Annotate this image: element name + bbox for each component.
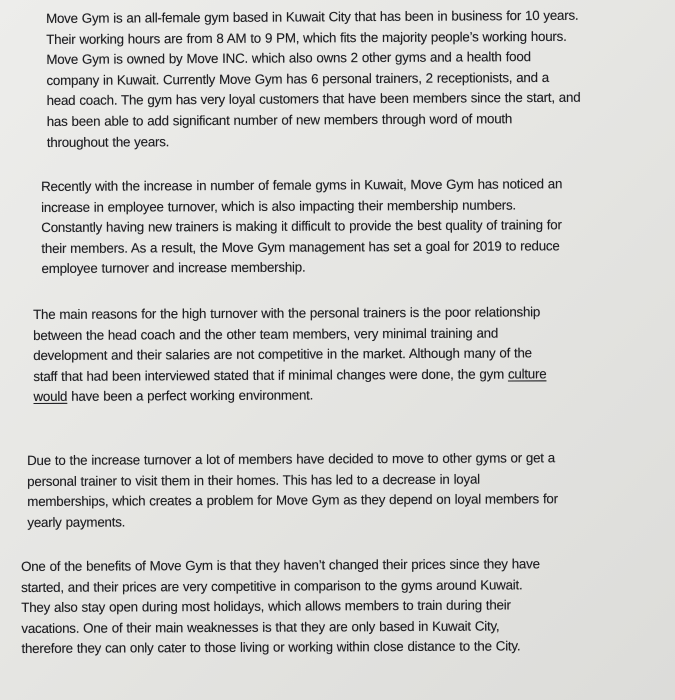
text-line: One of the benefits of Move Gym is that they haven’t changed their prices since they have [21, 556, 540, 574]
text-line: vacations. One of their main weaknesses is that they are only based in Kuwait City, [21, 618, 500, 636]
text-line: throughout the years. [46, 133, 170, 150]
text-line [33, 385, 546, 408]
text-line: Their working hours are from 8 AM to 9 PM, which fits the majority people’s working hours. [46, 28, 567, 47]
text-line: their members. As a result, the Move Gym management has set a goal for 2019 to reduce [41, 238, 560, 256]
text-line: therefore they can only cater to those living or working within close distance to the City. [21, 638, 521, 657]
text-line: employee turnover and increase membership. [41, 259, 306, 277]
text-line: Due to the increase turnover a lot of members have decided to move to other gyms or get a [27, 450, 555, 468]
text-line: head coach. The gym has very loyal customers that have been members since the start, and [46, 90, 581, 109]
underlined-word: would [33, 389, 68, 405]
text-line [33, 364, 546, 387]
text-line: started, and their prices are very competitive in comparison to the gyms around Kuwait. [21, 576, 523, 595]
text-line: memberships, which creates a problem for Move Gym as they depend on loyal members for [27, 491, 558, 510]
text-line: yearly payments. [27, 514, 126, 530]
text-line: Recently with the increase in number of female gyms in Kuwait, Move Gym has noticed an [41, 176, 563, 194]
text-line: Constantly having new trainers is making it difficult to provide the best quality of training for [41, 217, 562, 236]
text-line: development and their salaries are not competitive in the market. Although many of the [33, 345, 532, 364]
text-line: Move Gym is an all-female gym based in Kuwait City that has been in business for 10 years. [46, 7, 579, 26]
paragraph-turnover-reasons [33, 302, 547, 408]
paragraph-strengths-weaknesses [21, 554, 540, 660]
text-segment: staff that had been interviewed stated that if minimal changes were done, the gym [33, 366, 504, 384]
text-line: company in Kuwait. Currently Move Gym has 6 personal trainers, 2 receptionists, and a [46, 69, 550, 88]
text-line: increase in employee turnover, which is also impacting their membership numbers. [41, 197, 516, 215]
text-line: has been able to add significant number of new members through word of mouth [46, 111, 513, 129]
text-line: Move Gym is owned by Move INC. which also owns 2 other gyms and a health food [46, 49, 531, 68]
underlined-word: culture [507, 366, 547, 382]
text-line: The main reasons for the high turnover with the personal trainers is the poor relationship [33, 304, 541, 322]
text-line: between the head coach and the other team members, very minimal training and [33, 325, 499, 343]
paragraph-company-overview [46, 6, 581, 153]
text-segment: have been a perfect working environment. [67, 387, 314, 405]
text-line: They also stay open during most holidays, which allows members to train during their [21, 597, 511, 616]
text-line: personal trainer to visit them in their homes. This has led to a decrease in loyal [27, 471, 480, 489]
paragraph-turnover-increase [41, 174, 563, 280]
paragraph-membership-decline [27, 448, 558, 533]
